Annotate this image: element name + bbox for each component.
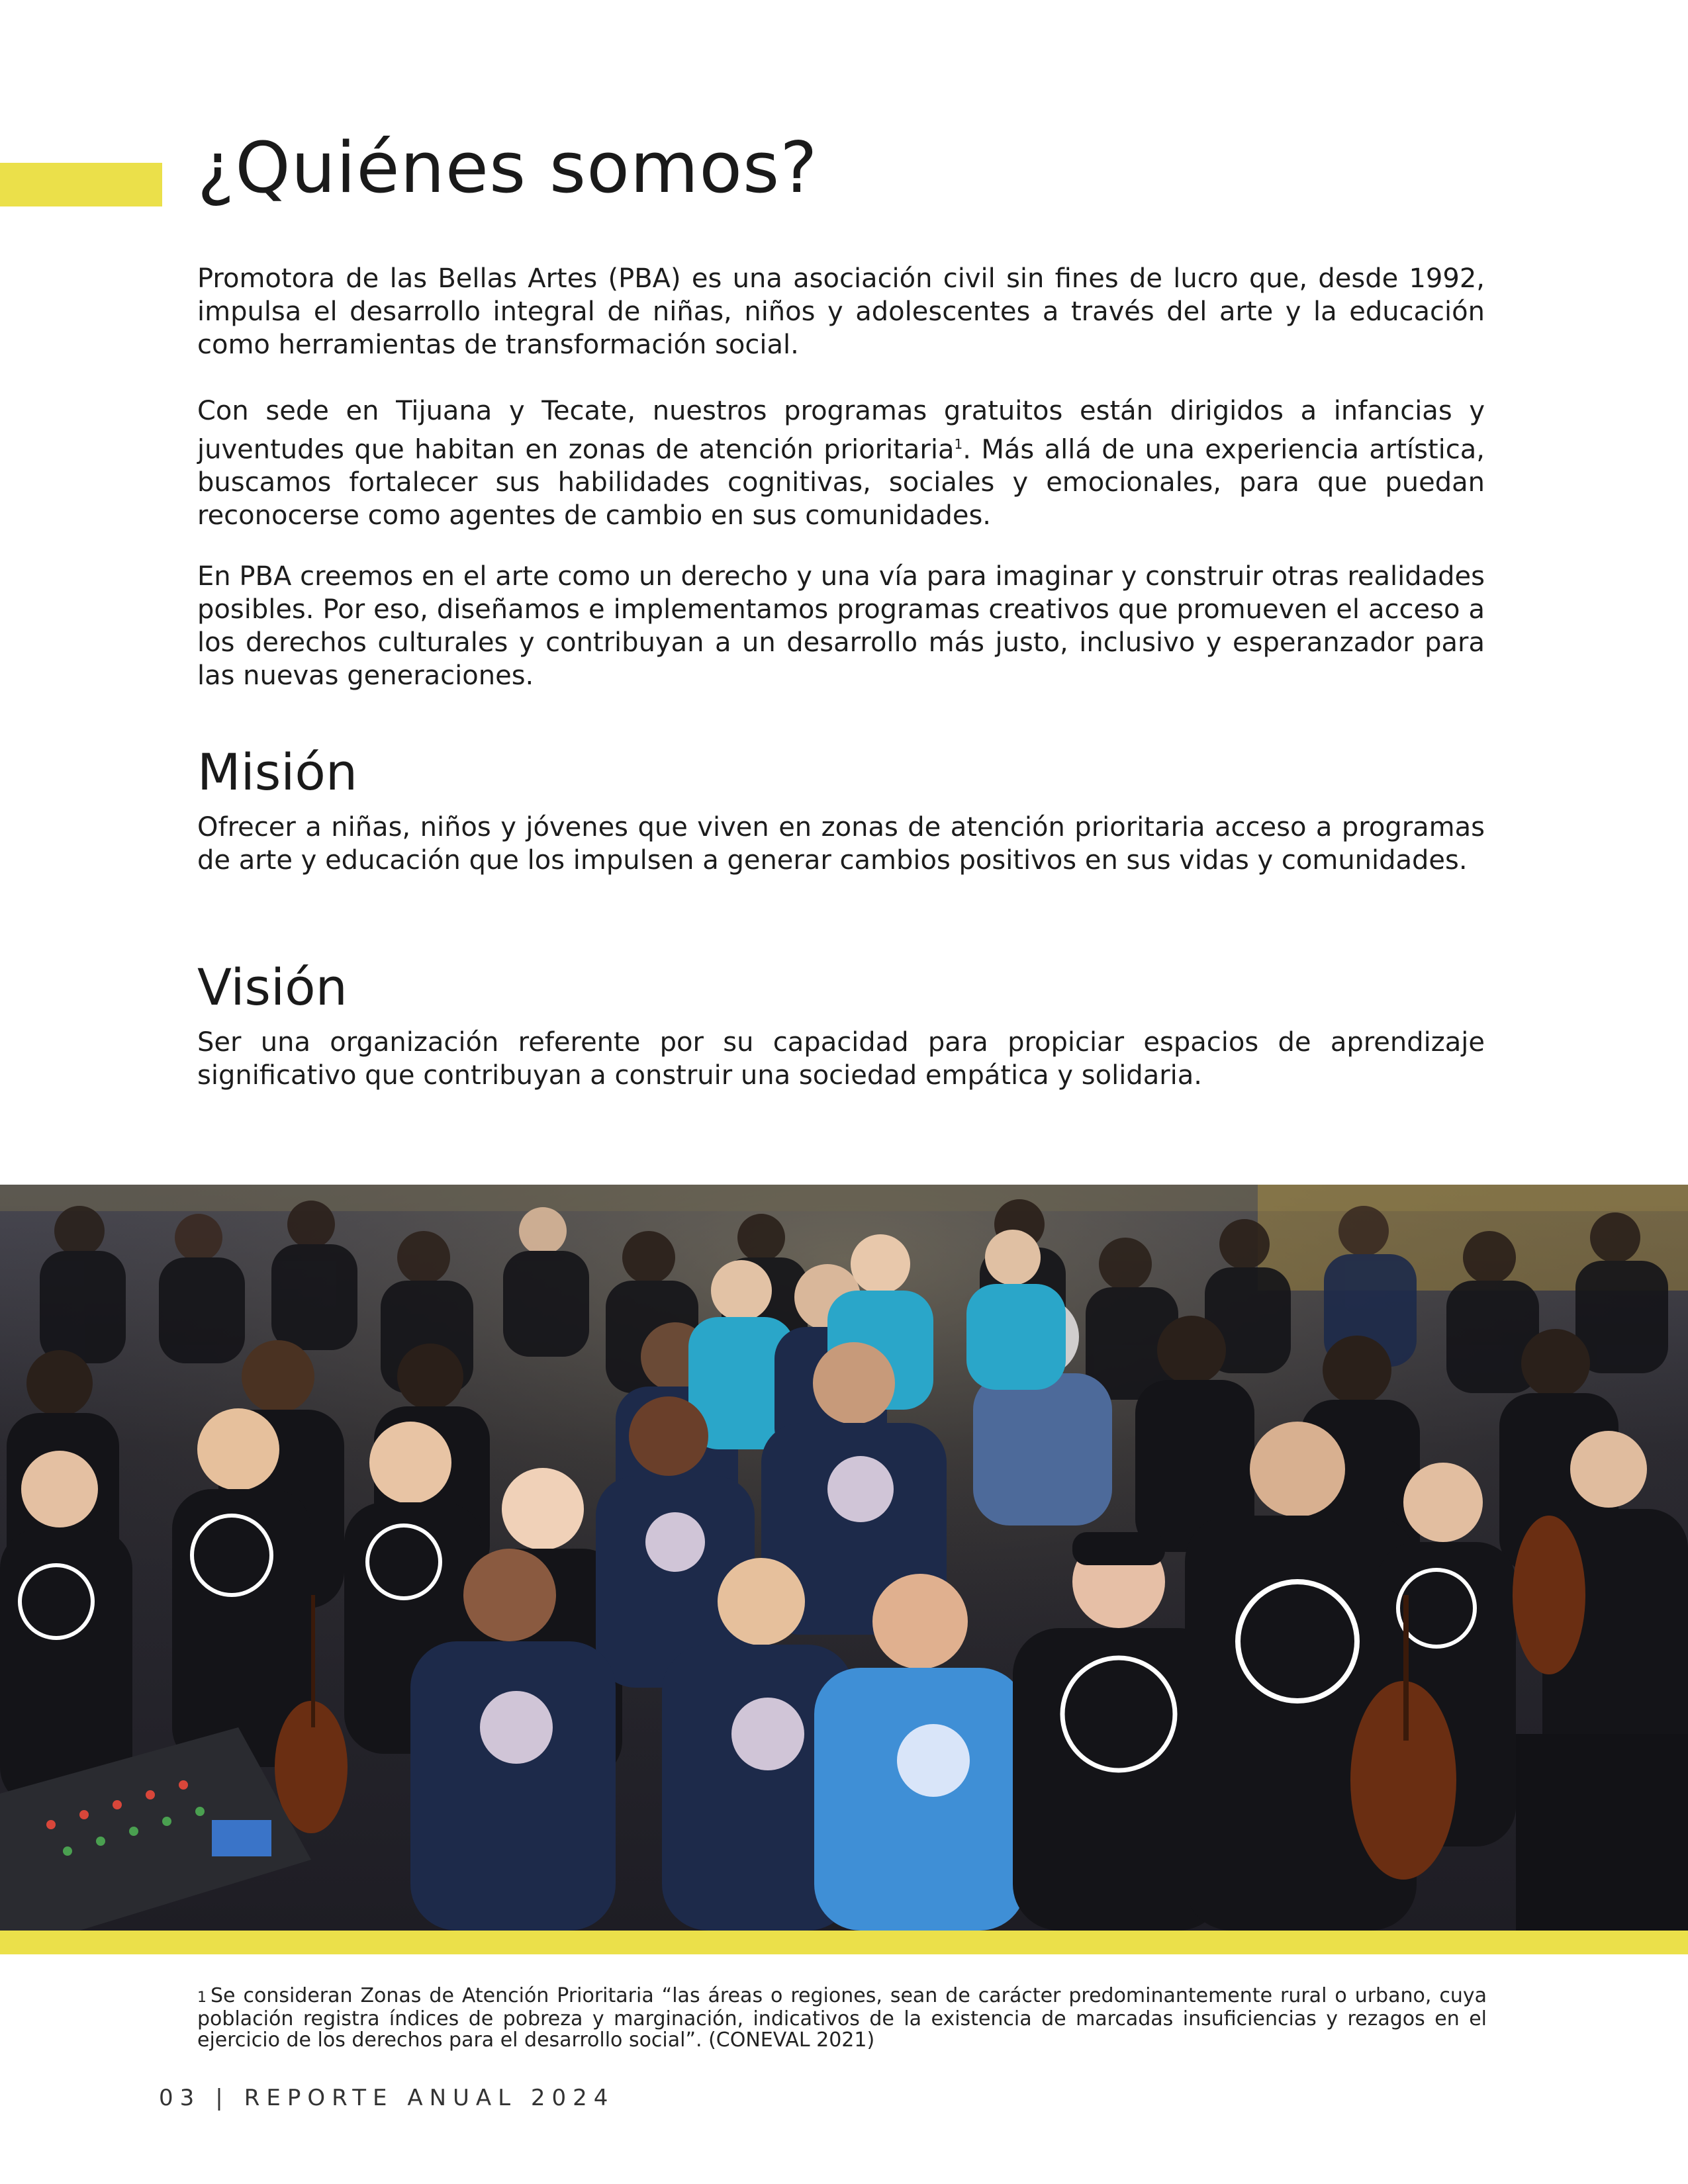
footer-label: REPORTE ANUAL 2024 [244,2085,615,2111]
footnote-text: Se consideran Zonas de Atención Prioritaria “las áreas o regiones, sean de carácter predominantemente rural o urbano, cuya población registra índices de pobreza y marginación, indicativos de la existencia de marcadas insuficiencias y rezagos en el ejercicio de los derechos para el desarrollo social”. (CONEVAL 2021) [197,1984,1487,2052]
footer-separator: | [215,2085,230,2111]
page-title: ¿Quiénes somos? [197,127,818,208]
photo-accent-bar [0,1931,1688,1954]
vision-heading: Visión [197,958,348,1017]
group-photo [0,1185,1688,1931]
intro-paragraph-2 [197,394,1485,532]
intro-paragraph-3: En PBA creemos en el arte como un derecho y una vía para imaginar y construir otras realidades posibles. Por eso, diseñamos e implementamos programas creativos que promueven el acceso a los derechos culturales y contribuyan a un desarrollo más justo, inclusivo y esperanzador para las nuevas generaciones. [197,561,1485,691]
mission-text: Ofrecer a niñas, niños y jóvenes que viven en zonas de atención prioritaria acceso a programas de arte y educación que los impulsen a generar cambios positivos en sus vidas y comunidades. [197,812,1485,876]
mission-heading: Misión [197,743,358,801]
page-number: 03 [159,2085,201,2111]
footnote [197,1985,1487,2051]
footnote-marker: 1 [197,1989,207,2006]
page-footer [159,2085,629,2111]
title-accent-bar [0,163,162,206]
footnote-reference: 1 [954,436,963,452]
intro-paragraph-2-text: Con sede en Tijuana y Tecate, nuestros programas gratuitos están dirigidos a infancias y juventudes que habitan en zonas de atención prioritaria [197,396,1485,465]
intro-paragraph-1: Promotora de las Bellas Artes (PBA) es una asociación civil sin fines de lucro que, desde 1992, impulsa el desarrollo integral de niñas, niños y adolescentes a través del arte y la educación como herramientas de transformación social. [197,263,1485,360]
vision-text: Ser una organización referente por su capacidad para propiciar espacios de aprendizaje significativo que contribuyan a construir una sociedad empática y solidaria. [197,1027,1485,1091]
intro-paragraph-2-continued: . Más allá de una experiencia artística, buscamos fortalecer sus habilidades cognitivas, sociales y emocionales, para que puedan reconocerse como agentes de cambio en sus comunidades. [197,434,1485,531]
